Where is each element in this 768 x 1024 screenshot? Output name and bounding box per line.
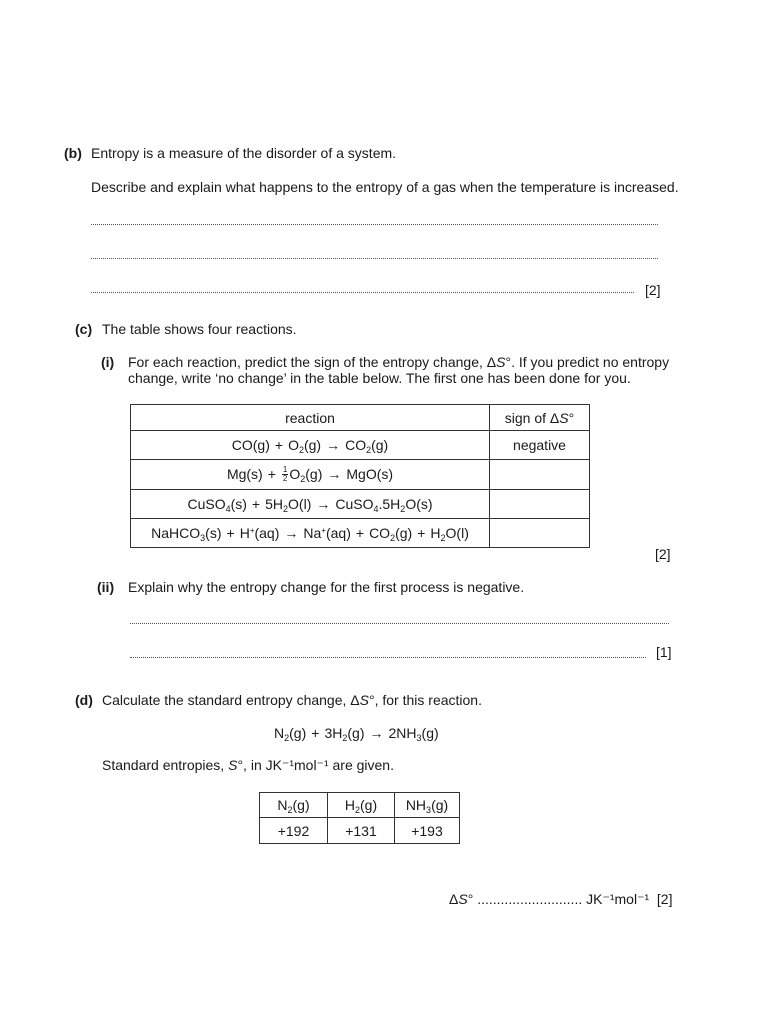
header-reaction: reaction xyxy=(131,405,490,431)
marks-d: [2] xyxy=(656,891,673,907)
header-nh3: $NH_3(g)$ xyxy=(395,793,460,818)
marks-b: [2] xyxy=(645,282,661,298)
sign-cell-2[interactable] xyxy=(490,460,590,490)
answer-line[interactable] xyxy=(91,292,634,293)
reaction-1: $CO(g) + O_2(g) \to CO_2(g)$ xyxy=(131,431,490,460)
sign-cell-1: negative xyxy=(490,431,590,460)
reaction-4: NaHCO$_3$(s) + $H^+(aq) \to Na^+(aq) + CO_2(g) + H_2O(l)$ xyxy=(131,519,490,548)
part-c-i-text-line2: change, write ‘no change’ in the table below. The first one has been done for you. xyxy=(128,370,631,386)
part-d-text: Calculate the standard entropy change, ΔS°, for this reaction. xyxy=(102,692,482,708)
part-c-label: (c) xyxy=(75,321,93,337)
value-nh3: +193 xyxy=(395,818,460,844)
sign-cell-4[interactable] xyxy=(490,519,590,548)
standard-entropies-text: Standard entropies, S°, in JK⁻¹mol⁻¹ are given. xyxy=(102,757,394,773)
value-n2: +192 xyxy=(260,818,328,844)
header-n2: $N_2(g)$ xyxy=(260,793,328,818)
answer-line[interactable] xyxy=(91,258,658,259)
marks-c-ii: [1] xyxy=(656,644,672,660)
reaction-3: CuSO$_4$(s) + $5H_2O(l)$ → $CuSO_4.5H_2O(s)$ xyxy=(131,490,490,519)
part-b-question: Describe and explain what happens to the entropy of a gas when the temperature is increased. xyxy=(91,179,679,195)
part-d-label: (d) xyxy=(75,692,93,708)
answer-line-d[interactable]: ΔS° ........................... JK⁻¹mol⁻¹ [2] xyxy=(449,891,673,907)
header-sign: sign of ΔS° xyxy=(490,405,590,431)
reaction-2: Mg(s) + $\frac{1}{2}$ $O_2(g) \to MgO(s)$ xyxy=(131,460,490,490)
part-c-intro: The table shows four reactions. xyxy=(102,321,297,337)
value-h2: +131 xyxy=(328,818,395,844)
part-c-ii-text: Explain why the entropy change for the first process is negative. xyxy=(128,579,525,595)
part-c-i-label: (i) xyxy=(101,354,115,370)
entropy-table xyxy=(259,792,460,844)
answer-line[interactable] xyxy=(130,623,669,624)
part-c-ii-label: (ii) xyxy=(97,579,115,595)
answer-line[interactable] xyxy=(91,224,658,225)
header-h2: $H_2(g)$ xyxy=(328,793,395,818)
part-b-intro: Entropy is a measure of the disorder of a system. xyxy=(91,145,397,161)
part-c-i-text-line1: For each reaction, predict the sign of the entropy change, ΔS°. If you predict no entropy xyxy=(128,354,670,370)
answer-line[interactable] xyxy=(130,657,646,658)
reaction-table xyxy=(130,404,590,548)
sign-cell-3[interactable] xyxy=(490,490,590,519)
equation: $N_2(g) + 3H_2(g) \to 2NH_3(g)$ xyxy=(274,725,439,743)
marks-c-i: [2] xyxy=(655,546,671,562)
part-b-label: (b) xyxy=(64,145,82,161)
